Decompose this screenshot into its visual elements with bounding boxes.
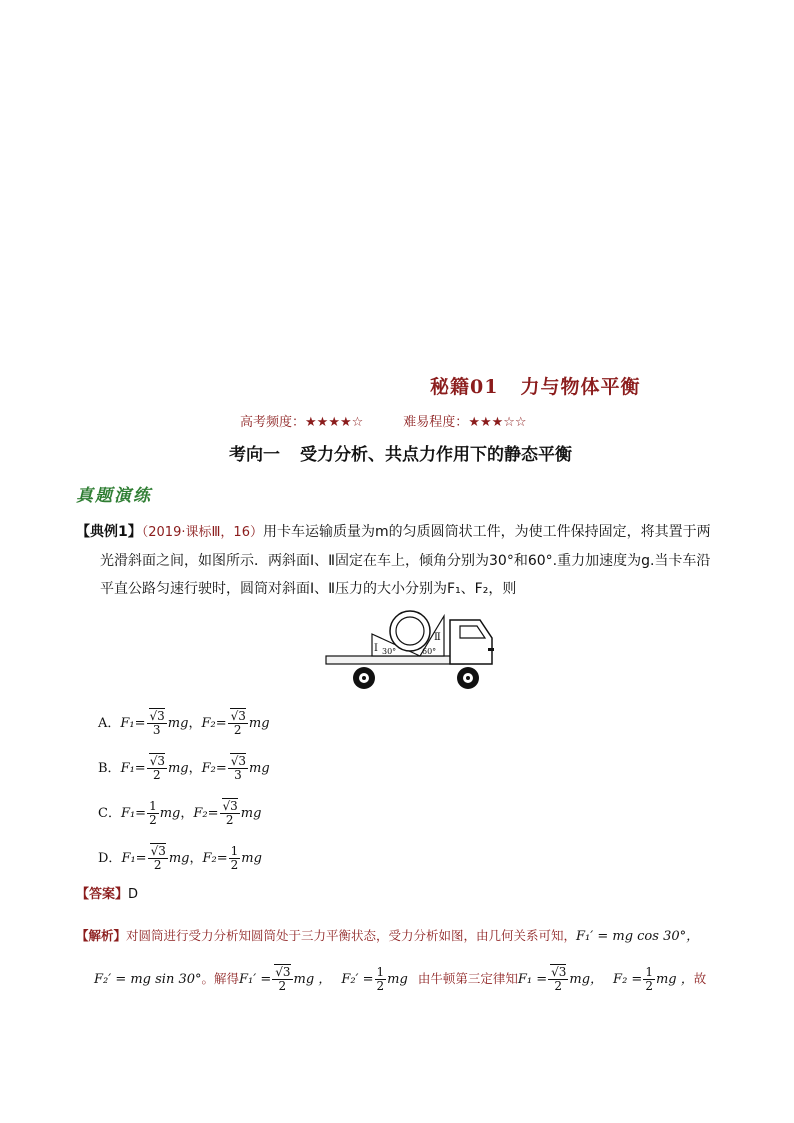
fraction bbox=[148, 845, 168, 872]
analysis-eq2: F₂′ = mg sin 30° bbox=[94, 972, 202, 987]
fraction bbox=[147, 755, 167, 782]
analysis-text4: 故 bbox=[693, 971, 707, 986]
separator: ， bbox=[180, 806, 194, 821]
problem-tag: 【典例1】 bbox=[76, 524, 142, 540]
analysis-eq1: F₁′ = mg cos 30°， bbox=[576, 929, 700, 944]
section-heading: 真题演练 bbox=[76, 486, 152, 506]
analysis-eq5-lhs: F₁ = bbox=[517, 972, 548, 987]
analysis-eq3-lhs: F₁′ = bbox=[239, 972, 272, 987]
frac-denominator: 2 bbox=[153, 768, 161, 782]
frac-denominator: 2 bbox=[149, 813, 157, 827]
frac-numerator: √3 bbox=[230, 709, 246, 723]
mg: mg bbox=[159, 806, 181, 821]
mg: mg bbox=[249, 761, 270, 776]
analysis-line2 bbox=[94, 966, 706, 993]
frac-numerator: 1 bbox=[149, 799, 157, 813]
rating-line bbox=[240, 411, 527, 430]
truck-bed bbox=[326, 656, 464, 664]
frac-numerator: 1 bbox=[376, 965, 385, 979]
mg: mg bbox=[167, 716, 189, 731]
option-f1: F₁= bbox=[120, 806, 147, 821]
analysis-text1: 对圆筒进行受力分析知圆筒处于三力平衡状态，受力分析如图，由几何关系可知， bbox=[126, 928, 577, 943]
label-incline-1: Ⅰ bbox=[374, 643, 378, 654]
analysis-line1 bbox=[76, 925, 736, 944]
separator: ， bbox=[188, 716, 202, 731]
label-angle-30: 30° bbox=[382, 647, 397, 656]
option-c[interactable] bbox=[98, 797, 261, 831]
option-f1: F₁= bbox=[121, 851, 147, 866]
mg: mg bbox=[248, 716, 270, 731]
problem-source: （2019·课标Ⅲ，16） bbox=[141, 525, 263, 540]
answer-value: D bbox=[128, 887, 139, 902]
option-f1: F₁= bbox=[120, 761, 146, 776]
answer-line bbox=[76, 883, 138, 902]
frac-numerator: 1 bbox=[645, 965, 653, 979]
analysis-eq5-rhs: mg， bbox=[569, 972, 604, 987]
title-text: 力与物体平衡 bbox=[520, 376, 641, 398]
subtitle-text: 受力分析、共点力作用下的静态平衡 bbox=[300, 445, 572, 465]
difficulty-stars: ★★★☆☆ bbox=[468, 415, 527, 430]
frac-denominator: 2 bbox=[645, 979, 653, 993]
option-letter: C． bbox=[98, 806, 121, 821]
frac-numerator: √3 bbox=[230, 754, 247, 768]
truck-figure bbox=[322, 604, 502, 694]
fraction bbox=[375, 966, 387, 993]
frac-numerator: √3 bbox=[275, 965, 291, 979]
wheel-rear-center bbox=[362, 676, 366, 680]
frac-denominator: 2 bbox=[376, 979, 385, 993]
label-incline-2: Ⅱ bbox=[434, 632, 441, 643]
option-f2: F₂= bbox=[201, 716, 227, 731]
frac-denominator: 2 bbox=[233, 723, 242, 737]
analysis-eq3-rhs: mg ， bbox=[293, 972, 332, 987]
frac-denominator: 2 bbox=[554, 979, 563, 993]
difficulty-label: 难易程度： bbox=[403, 415, 469, 430]
fraction bbox=[147, 800, 159, 827]
frac-denominator: 3 bbox=[234, 768, 242, 782]
section-subtitle bbox=[229, 440, 572, 465]
fraction bbox=[220, 800, 240, 827]
analysis-text2: 。解得 bbox=[201, 971, 240, 986]
fraction bbox=[643, 966, 655, 993]
fraction bbox=[548, 966, 568, 993]
frequency-label: 高考频度： bbox=[240, 415, 306, 430]
problem-text-line3: 平直公路匀速行驶时，圆筒对斜面Ⅰ、Ⅱ压力的大小分别为F₁、F₂，则 bbox=[100, 581, 517, 597]
option-b[interactable] bbox=[98, 752, 270, 786]
problem-statement bbox=[76, 518, 726, 603]
frac-numerator: √3 bbox=[149, 754, 165, 768]
cab-step bbox=[488, 648, 494, 651]
title-number: 秘籍01 bbox=[430, 376, 499, 398]
mg: mg bbox=[240, 806, 262, 821]
option-letter: B． bbox=[98, 761, 121, 776]
problem-text-line2: 光滑斜面之间，如图所示．两斜面Ⅰ、Ⅱ固定在车上，倾角分别为30°和60°.重力加速度为g.当卡车沿 bbox=[100, 553, 711, 569]
option-d[interactable] bbox=[98, 842, 262, 876]
analysis-text3: 由牛顿第三定律知 bbox=[417, 971, 518, 986]
frac-numerator: √3 bbox=[551, 965, 567, 979]
frac-denominator: 2 bbox=[153, 858, 162, 872]
mg: mg bbox=[168, 851, 190, 866]
analysis-tag: 【解析】 bbox=[76, 928, 127, 943]
separator: ， bbox=[188, 761, 202, 776]
mg: mg bbox=[241, 851, 262, 866]
fraction bbox=[272, 966, 292, 993]
frac-denominator: 2 bbox=[230, 858, 239, 872]
option-a[interactable] bbox=[98, 707, 270, 741]
option-f2: F₂= bbox=[202, 851, 228, 866]
option-letter: A． bbox=[98, 716, 121, 731]
frac-numerator: √3 bbox=[150, 844, 166, 858]
analysis-eq6-rhs: mg ， bbox=[655, 972, 694, 987]
frac-numerator: √3 bbox=[222, 799, 238, 813]
analysis-eq6-lhs: F₂ = bbox=[613, 972, 643, 987]
frequency-stars: ★★★★☆ bbox=[305, 415, 364, 430]
frac-denominator: 3 bbox=[152, 723, 161, 737]
separator: ， bbox=[189, 851, 203, 866]
problem-text-line1: 用卡车运输质量为m的匀质圆筒状工件，为使工件保持固定，将其置于两 bbox=[262, 524, 711, 540]
subtitle-index: 考向一 bbox=[229, 445, 280, 465]
wheel-front-center bbox=[466, 676, 470, 680]
frac-numerator: 1 bbox=[230, 844, 239, 858]
label-angle-60: 60° bbox=[422, 647, 437, 656]
mg: mg bbox=[167, 761, 189, 776]
fraction bbox=[229, 845, 241, 872]
fraction bbox=[147, 710, 167, 737]
analysis-eq4-lhs: F₂′ = bbox=[341, 972, 374, 987]
fraction bbox=[228, 755, 248, 782]
frac-denominator: 2 bbox=[278, 979, 287, 993]
page-title bbox=[430, 372, 640, 399]
analysis-eq4-rhs: mg bbox=[387, 972, 408, 987]
option-f2: F₂= bbox=[193, 806, 219, 821]
answer-tag: 【答案】 bbox=[76, 887, 129, 902]
option-f2: F₂= bbox=[201, 761, 227, 776]
option-f1: F₁= bbox=[120, 716, 146, 731]
cylinder-inner bbox=[396, 617, 424, 645]
option-letter: D． bbox=[98, 851, 122, 866]
fraction bbox=[228, 710, 248, 737]
frac-numerator: √3 bbox=[149, 709, 165, 723]
frac-denominator: 2 bbox=[225, 813, 234, 827]
